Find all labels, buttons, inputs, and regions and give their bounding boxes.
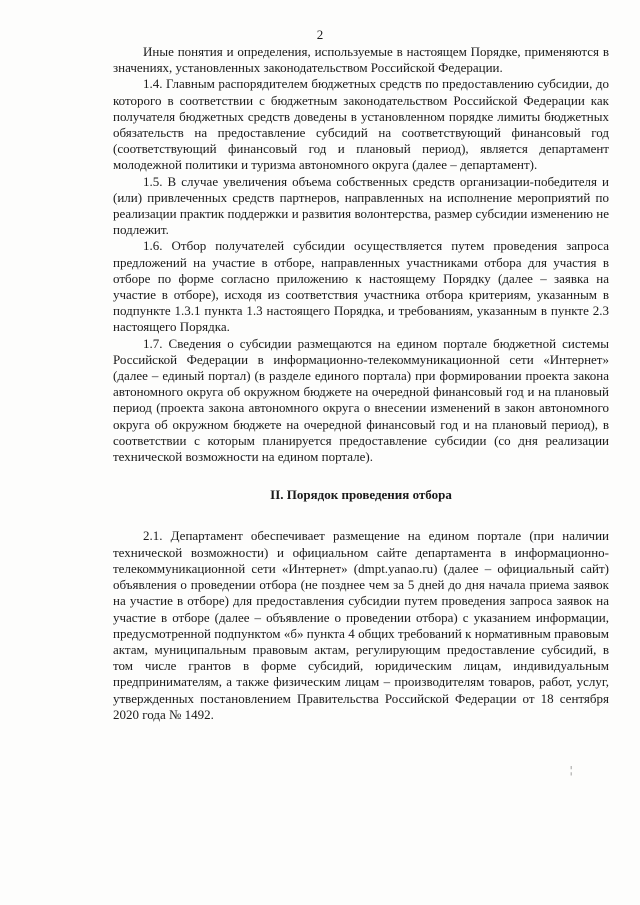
page-number: 2	[316, 27, 324, 42]
section-title: II. Порядок проведения отбора	[270, 487, 452, 503]
paragraph-1-6: 1.6. Отбор получателей субсидии осуществляется путем проведения запроса предложений на участие в отборе, направленных участниками отбора для участия в отборе по форме согласно приложению к настоящему Порядку (далее – заявка на участие в отборе), исходя из соответствия участника отбора критериям, указанным в подпункте 1.3.1 пункта 1.3 настоящего Порядка, и требованиям, указанным в пункте 2.3 настоящего Порядка.	[113, 238, 609, 335]
document-body	[113, 44, 609, 723]
paragraph-1-7: 1.7. Сведения о субсидии размещаются на едином портале бюджетной системы Российской Федерации в информационно-телекоммуникационной сети «Интернет» (далее – единый портал) (в разделе единого портала) при формировании проекта закона автономного округа об окружном бюджете на очередной финансовый год и на плановый период (проекта закона автономного округа о внесении изменений в закон автономного округа об окружном бюджете на очередной финансовый год и на плановый период), в соответствии с которым планируется предоставление субсидии (со дня реализации технической возможности на едином портале).	[113, 335, 609, 465]
paragraph-2-1: 2.1. Департамент обеспечивает размещение на едином портале (при наличии технической возможности) и официальном сайте департамента в информационно-телекоммуникационной сети «Интернет» (dmpt.yanao.ru) (далее – официальный сайт) объявления о проведении отбора (не позднее чем за 5 дней до дня начала приема заявок на участие в отборе) для предоставления субсидии путем проведения запроса заявок на участие в отборе (далее – объявление о проведении отбора) с указанием информации, предусмотренной подпунктом «б» пункта 4 общих требований к нормативным правовым актам, муниципальным правовым актам, регулирующим предоставление субсидий, в том числе грантов в форме субсидий, юридическим лицам, индивидуальным предпринимателям, а также физическим лицам – производителям товаров, работ, услуг, утвержденных постановлением Правительства Российской Федерации от 18 сентября 2020 года № 1492.	[113, 528, 609, 722]
scan-mark: ¦	[570, 764, 573, 776]
paragraph-1-5: 1.5. В случае увеличения объема собственных средств организации-победителя и (или) привлеченных средств партнеров, направленных на исполнение мероприятий по реализации практик поддержки и развития волонтерства, размер субсидии изменению не подлежит.	[113, 173, 609, 238]
paragraph-1-4: 1.4. Главным распорядителем бюджетных средств по предоставлению субсидии, до которого в соответствии с бюджетным законодательством Российской Федерации как получателя бюджетных средств доведены в установленном порядке лимиты бюджетных обязательств на предоставление субсидий на соответствующий финансовый год (соответствующий финансовый год и плановый период), является департамент молодежной политики и туризма автономного округа (далее – департамент).	[113, 76, 609, 173]
paragraph-definitions: Иные понятия и определения, используемые в настоящем Порядке, применяются в значениях, установленных законодательством Российской Федерации.	[113, 44, 609, 76]
